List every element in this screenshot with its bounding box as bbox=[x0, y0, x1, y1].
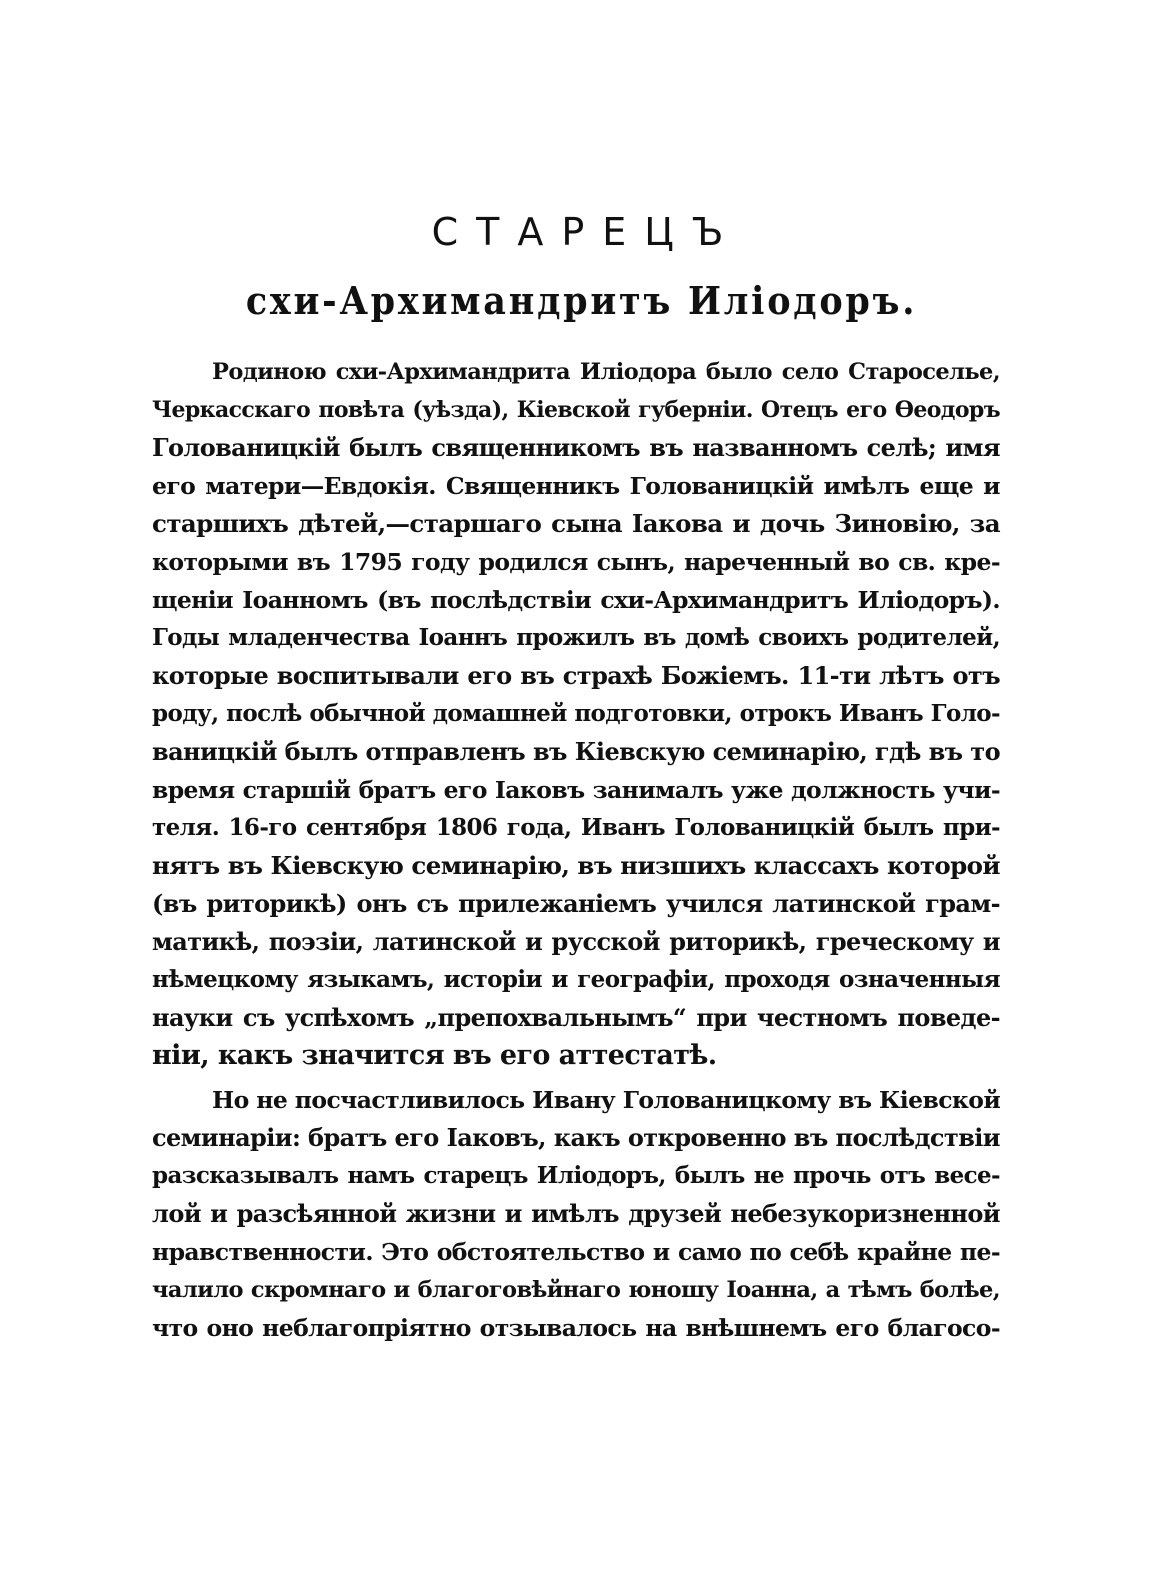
text-line: (въ риторикѣ) онъ съ прилежаніемъ учился латинской грам- bbox=[152, 889, 1000, 918]
text-line: которые воспитывали его въ страхѣ Божіемъ. 11-ти лѣтъ отъ bbox=[152, 661, 1000, 690]
text-line: Но не посчастливилось Ивану Голованицкому въ Кіевской bbox=[212, 1086, 1001, 1114]
text-line: Черкасскаго повѣта (уѣзда), Кіевской губерніи. Отецъ его Ѳеодоръ bbox=[152, 397, 1000, 423]
text-line: матикѣ, поэзіи, латинской и русской риторикѣ, греческому и bbox=[152, 927, 1000, 956]
text-line: нѣмецкому языкамъ, исторіи и географіи, проходя означенныя bbox=[152, 966, 1000, 993]
text-line: разсказывалъ намъ старецъ Иліодоръ, былъ не прочь отъ весе- bbox=[152, 1162, 1000, 1189]
text-line: что оно неблагопріятно отзывалось на внѣшнемъ его благосо- bbox=[152, 1314, 1000, 1342]
text-line: старшихъ дѣтей,—старшаго сына Іакова и дочь Зиновію, за bbox=[152, 509, 1000, 538]
text-line: нятъ въ Кіевскую семинарію, въ низшихъ классахъ которой bbox=[152, 851, 1000, 880]
text-line: теля. 16-го сентября 1806 года, Иванъ Голованицкій былъ при- bbox=[152, 814, 1000, 841]
text-line: его матери—Евдокія. Священникъ Голованицкій имѣлъ еще и bbox=[152, 472, 1000, 500]
text-line: нравственности. Это обстоятельство и само по себѣ крайне пе- bbox=[152, 1238, 1000, 1266]
text-line: ваницкій былъ отправленъ въ Кіевскую семинарію, гдѣ въ то bbox=[152, 737, 1000, 766]
text-line: ніи, какъ значится въ его аттестатѣ. bbox=[152, 1040, 717, 1071]
text-line: семинаріи: братъ его Іаковъ, какъ откровенно въ послѣдствіи bbox=[152, 1123, 1000, 1152]
text-line: Годы младенчества Іоаннъ прожилъ въ домѣ своихъ родителей, bbox=[152, 624, 1000, 651]
page-title: СТАРЕЦЪ bbox=[431, 210, 742, 254]
text-line: Родиною схи-Архимандрита Иліодора было село Староселье, bbox=[212, 359, 1000, 385]
text-line: которыми въ 1795 году родился сынъ, нареченный во св. кре- bbox=[152, 548, 1000, 576]
text-line: Голованицкій былъ священникомъ въ названномъ селѣ; имя bbox=[152, 433, 1000, 462]
text-line: чалило скромнаго и благоговѣйнаго юношу Іоанна, а тѣмъ болѣе, bbox=[152, 1277, 1000, 1303]
text-line: роду, послѣ обычной домашней подготовки, отрокъ Иванъ Голо- bbox=[152, 700, 1000, 727]
text-line: щеніи Іоанномъ (въ послѣдствіи схи-Архимандритъ Иліодоръ). bbox=[152, 586, 1000, 614]
text-line: время старшій братъ его Іаковъ занималъ уже должность учи- bbox=[152, 776, 1000, 804]
text-line: науки съ успѣхомъ „препохвальнымъ“ при честномъ поведе- bbox=[152, 1003, 1000, 1032]
text-line: лой и разсѣянной жизни и имѣлъ друзей небезукоризненной bbox=[152, 1199, 1000, 1228]
page-subtitle: схи-Архимандритъ Иліодоръ. bbox=[245, 278, 918, 323]
